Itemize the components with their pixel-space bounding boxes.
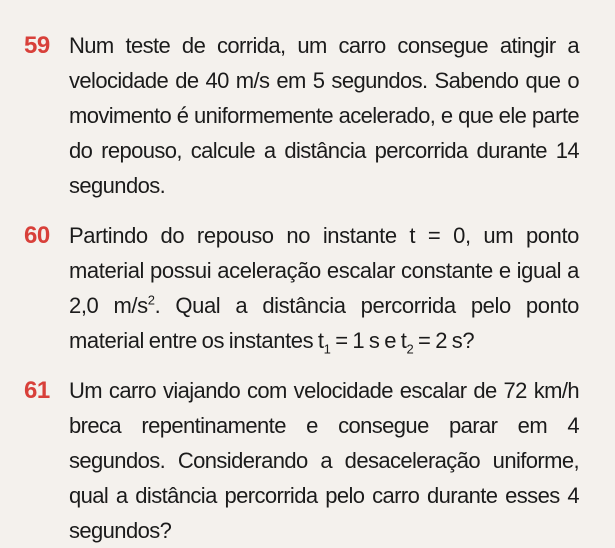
exercise-number: 60 — [24, 222, 50, 249]
subscript: 1 — [323, 341, 331, 357]
exercise-number: 61 — [24, 377, 50, 404]
exercise-60 — [24, 218, 579, 358]
exercise-text — [69, 218, 579, 358]
text-segment: = 2 s? — [413, 328, 475, 353]
text-segment: . Qual a distância percorrida pelo ponto material entre os instantes t — [69, 293, 579, 353]
exercise-number: 59 — [24, 32, 50, 59]
text-segment: = 1 s e t — [330, 328, 407, 353]
exercise-text: Um carro viajando com velocidade escalar de 72 km/h breca repentinamente e consegue parar em 4 segundos. Considerando a desaceleração uniforme, qual a distância percorrida pelo carro durante esses 4 segundos? — [69, 378, 579, 543]
superscript: 2 — [147, 292, 155, 308]
exercise-text: Num teste de corrida, um carro consegue atingir a velocidade de 40 m/s em 5 segundos. Sabendo que o movimento é uniformemente acelerado, e que ele parte do repouso, calcule a distância percorrida durante 14 segundos. — [69, 33, 579, 198]
text-segment: Partindo do repouso no instante t = 0, um ponto material possui aceleração escalar constante e igual a 2,0 m/s — [69, 223, 579, 318]
exercise-61 — [24, 373, 579, 548]
exercise-59 — [24, 28, 579, 203]
subscript: 2 — [406, 341, 414, 357]
